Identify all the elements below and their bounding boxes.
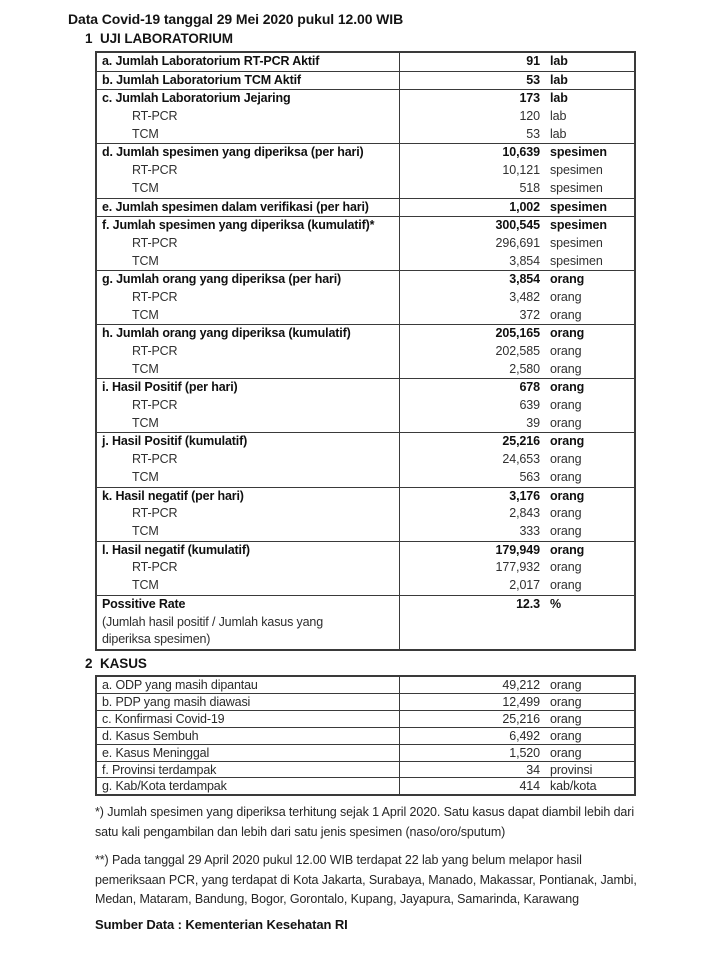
- row-label: [97, 90, 400, 108]
- row-value-unit: spesimen: [550, 145, 607, 160]
- row-label: [97, 542, 400, 560]
- row-label-text: RT-PCR: [132, 109, 178, 124]
- table-row: [97, 710, 634, 727]
- row-value-number: 34: [526, 762, 540, 777]
- section-kasus-heading: [85, 656, 712, 672]
- row-value: [400, 72, 634, 90]
- lab-table-group: [97, 541, 634, 595]
- row-value-number: 1,002: [509, 199, 540, 214]
- row-label-text: e. Kasus Meninggal: [102, 745, 210, 760]
- row-label: [97, 559, 400, 577]
- row-value-number: 563: [519, 469, 540, 484]
- row-label-text: d. Kasus Sembuh: [102, 729, 199, 744]
- row-value-unit: orang: [550, 272, 585, 287]
- row-value-unit: %: [550, 596, 562, 611]
- row-value-unit: orang: [550, 523, 582, 538]
- row-label-text: RT-PCR: [132, 235, 178, 250]
- row-label: [97, 271, 400, 289]
- row-value-unit: orang: [550, 361, 582, 376]
- row-value: [400, 90, 634, 108]
- row-value-number: 639: [519, 398, 540, 413]
- row-value-number: 2,017: [509, 577, 540, 592]
- table-row: [97, 777, 634, 794]
- row-label-text: c. Jumlah Laboratorium Jejaring: [102, 91, 291, 106]
- table-row: [97, 727, 634, 744]
- row-value-number: 39: [526, 415, 540, 430]
- row-label: [97, 397, 400, 415]
- row-label-text: k. Hasil negatif (per hari): [102, 488, 244, 503]
- table-row: [97, 271, 634, 289]
- row-label: [97, 433, 400, 451]
- row-value-unit: orang: [550, 577, 582, 592]
- row-label: [97, 126, 400, 144]
- row-value: [400, 361, 634, 379]
- row-label: [97, 379, 400, 397]
- lab-table-group: [97, 53, 634, 71]
- row-value: [400, 694, 634, 710]
- row-value-unit: orang: [550, 729, 582, 744]
- row-label-text: RT-PCR: [132, 163, 178, 178]
- row-value-number: 91: [526, 54, 540, 68]
- row-value-unit: orang: [550, 506, 582, 521]
- row-label: [97, 72, 400, 90]
- row-label-text: RT-PCR: [132, 452, 178, 467]
- row-value: [400, 217, 634, 235]
- row-value: [400, 559, 634, 577]
- table-row: [97, 379, 634, 397]
- row-label: [97, 253, 400, 271]
- lab-table-group: [97, 216, 634, 270]
- table-row: [97, 505, 634, 523]
- row-value: [400, 379, 634, 397]
- row-label: [97, 289, 400, 307]
- row-value-unit: orang: [550, 380, 585, 395]
- lab-table-group: [97, 324, 634, 378]
- row-label-text: g. Jumlah orang yang diperiksa (per hari): [102, 272, 342, 287]
- row-value-number: 10,121: [502, 163, 540, 178]
- row-value-unit: kab/kota: [550, 779, 597, 794]
- row-value-number: 24,653: [502, 452, 540, 467]
- row-value: [400, 235, 634, 253]
- row-label-text: f. Jumlah spesimen yang diperiksa (kumulatif)*: [102, 218, 375, 233]
- lab-table-group: [97, 89, 634, 143]
- row-label: [97, 415, 400, 433]
- row-label: [97, 162, 400, 180]
- row-label: [97, 677, 400, 694]
- lab-table-group: [97, 71, 634, 90]
- row-value-unit: spesimen: [550, 163, 603, 178]
- table-row: [97, 397, 634, 415]
- row-value-unit: lab: [550, 72, 568, 87]
- row-label-text: Possitive Rate: [102, 596, 186, 611]
- row-label-text: i. Hasil Positif (per hari): [102, 380, 238, 395]
- row-value: [400, 53, 634, 71]
- row-label-text: h. Jumlah orang yang diperiksa (kumulatif): [102, 326, 351, 341]
- row-value-number: 3,482: [509, 289, 540, 304]
- table-row: [97, 433, 634, 451]
- row-value: [400, 451, 634, 469]
- row-value: [400, 711, 634, 727]
- table-row: [97, 677, 634, 694]
- row-label-text: RT-PCR: [132, 560, 178, 575]
- kasus-table: [95, 675, 636, 797]
- row-value-number: 205,165: [495, 326, 540, 341]
- row-label: [97, 217, 400, 235]
- lab-table-group: [97, 270, 634, 324]
- table-row: [97, 53, 634, 71]
- row-label-text: TCM: [132, 469, 159, 484]
- row-value-number: 678: [519, 380, 540, 395]
- row-value-unit: orang: [550, 488, 585, 503]
- row-label: [97, 451, 400, 469]
- table-row: [97, 693, 634, 710]
- row-value-number: 10,639: [502, 145, 540, 160]
- row-label-text: TCM: [132, 523, 159, 538]
- row-value: [400, 325, 634, 343]
- row-value: [400, 199, 634, 217]
- table-row: [97, 469, 634, 487]
- row-label-text: TCM: [132, 253, 159, 268]
- row-label: [97, 144, 400, 162]
- row-value: [400, 542, 634, 560]
- row-label-text: f. Provinsi terdampak: [102, 762, 217, 777]
- row-label-text: RT-PCR: [132, 344, 178, 358]
- row-value-number: 25,216: [502, 434, 540, 449]
- row-label-text: g. Kab/Kota terdampak: [102, 779, 227, 794]
- table-row: [97, 90, 634, 108]
- table-row: [97, 325, 634, 343]
- row-value: [400, 433, 634, 451]
- table-row: [97, 761, 634, 778]
- row-label-text: TCM: [132, 307, 159, 322]
- table-row: [97, 343, 634, 361]
- row-value: [400, 271, 634, 289]
- row-value: [400, 126, 634, 144]
- table-row: [97, 72, 634, 90]
- table-row: [97, 235, 634, 253]
- row-value-unit: spesimen: [550, 218, 607, 233]
- row-label: [97, 108, 400, 126]
- row-label-text: RT-PCR: [132, 289, 178, 304]
- table-row: [97, 199, 634, 217]
- table-row: [97, 108, 634, 126]
- row-value: [400, 745, 634, 761]
- row-value: [400, 397, 634, 415]
- row-value-unit: lab: [550, 126, 567, 141]
- row-label-text: TCM: [132, 577, 159, 592]
- row-label-text: b. Jumlah Laboratorium TCM Aktif: [102, 72, 301, 87]
- row-value-unit: orang: [550, 745, 582, 760]
- section-lab-heading: [85, 31, 712, 47]
- row-label-text: RT-PCR: [132, 506, 178, 521]
- lab-table-group: [97, 432, 634, 486]
- table-row: [97, 451, 634, 469]
- row-value-number: 53: [526, 126, 540, 141]
- lab-table-group: [97, 487, 634, 541]
- row-value: [400, 762, 634, 778]
- row-label: [97, 469, 400, 487]
- row-label: [97, 53, 400, 71]
- row-value: [400, 180, 634, 198]
- row-value: [400, 505, 634, 523]
- row-value-number: 179,949: [495, 542, 540, 557]
- section-lab-number: 1: [85, 31, 93, 46]
- row-value: [400, 469, 634, 487]
- table-row: [97, 307, 634, 325]
- table-row: [97, 253, 634, 271]
- row-value-unit: spesimen: [550, 235, 603, 250]
- row-label: [97, 778, 400, 794]
- row-value: [400, 289, 634, 307]
- row-value-number: 12.3: [516, 596, 540, 611]
- row-label: [97, 523, 400, 541]
- row-value-unit: spesimen: [550, 180, 603, 195]
- row-label: [97, 577, 400, 595]
- lab-table-group: [97, 378, 634, 432]
- row-label-text: c. Konfirmasi Covid-19: [102, 712, 225, 727]
- row-value-unit: orang: [550, 307, 582, 322]
- row-value-unit: orang: [550, 542, 585, 557]
- table-row: [97, 559, 634, 577]
- row-value: [400, 488, 634, 506]
- row-value-unit: orang: [550, 344, 582, 358]
- row-label-text: a. Jumlah Laboratorium RT-PCR Aktif: [102, 54, 320, 68]
- row-value-unit: orang: [550, 712, 582, 727]
- row-label: [97, 762, 400, 778]
- row-label: [97, 711, 400, 727]
- table-row: [97, 415, 634, 433]
- row-value-number: 3,854: [509, 253, 540, 268]
- footnote-2: **) Pada tanggal 29 April 2020 pukul 12.00 WIB terdapat 22 lab yang belum melapor hasil pemeriksaan PCR, yang terdapat di Kota Jakarta, Surabaya, Manado, Makassar, Pontianak, Jambi, Medan, Mataram, Bandung, Bogor, Gorontalo, Kupang, Jayapura, Samarinda, Karawang: [95, 853, 637, 907]
- section-kasus-number: 2: [85, 655, 93, 671]
- row-value: [400, 108, 634, 126]
- row-value: [400, 144, 634, 162]
- footnote-1: *) Jumlah spesimen yang diperiksa terhitung sejak 1 April 2020. Satu kasus dapat diambil lebih dari satu kali pengambilan dan lebih dari satu jenis spesimen (naso/oro/sputum): [95, 805, 635, 839]
- row-value-number: 173: [519, 91, 540, 106]
- table-row: [97, 126, 634, 144]
- row-value-unit: orang: [550, 415, 582, 430]
- row-value-number: 414: [519, 779, 540, 794]
- row-value: [400, 162, 634, 180]
- row-label: [97, 505, 400, 523]
- row-value-number: 53: [526, 72, 540, 87]
- source-line: Sumber Data : Kementerian Kesehatan RI: [95, 916, 348, 932]
- row-value: [400, 778, 634, 794]
- row-label: [97, 343, 400, 361]
- row-label: [97, 488, 400, 506]
- row-value-number: 372: [519, 307, 540, 322]
- row-label: [97, 361, 400, 379]
- row-label-text: TCM: [132, 415, 159, 430]
- row-value-unit: orang: [550, 677, 582, 692]
- row-value-number: 3,176: [509, 488, 540, 503]
- row-value: [400, 677, 634, 694]
- row-value-unit: orang: [550, 469, 582, 484]
- row-value-number: 202,585: [495, 344, 540, 358]
- row-value-number: 1,520: [509, 745, 540, 760]
- row-label: [97, 325, 400, 343]
- table-row: [97, 744, 634, 761]
- row-value-unit: orang: [550, 289, 582, 304]
- row-value-number: 177,932: [495, 560, 540, 575]
- table-row: [97, 361, 634, 379]
- row-value-unit: spesimen: [550, 199, 607, 214]
- row-value-unit: orang: [550, 695, 582, 710]
- table-row: [97, 217, 634, 235]
- row-value: [400, 343, 634, 361]
- row-label-text: TCM: [132, 361, 159, 376]
- table-row: [97, 180, 634, 198]
- row-label: [97, 694, 400, 710]
- row-label-text: e. Jumlah spesimen dalam verifikasi (per hari): [102, 199, 369, 214]
- row-value-unit: spesimen: [550, 253, 603, 268]
- row-value-unit: provinsi: [550, 762, 593, 777]
- row-value-unit: orang: [550, 326, 585, 341]
- row-label: [97, 596, 400, 649]
- row-value: [400, 307, 634, 325]
- lab-table-group: [97, 143, 634, 197]
- row-value-number: 300,545: [495, 218, 540, 233]
- row-value-number: 3,854: [509, 272, 540, 287]
- row-label-text: b. PDP yang masih diawasi: [102, 695, 251, 710]
- row-value-unit: lab: [550, 109, 567, 124]
- row-value-number: 333: [519, 523, 540, 538]
- rate-note: (Jumlah hasil positif / Jumlah kasus yang diperiksa spesimen): [102, 614, 324, 647]
- row-value-unit: orang: [550, 560, 582, 575]
- row-value-number: 518: [519, 180, 540, 195]
- row-value: [400, 523, 634, 541]
- lab-table: [95, 51, 636, 651]
- lab-table-group: [97, 595, 634, 649]
- row-label-text: l. Hasil negatif (kumulatif): [102, 542, 250, 557]
- table-row: [97, 523, 634, 541]
- row-label-text: TCM: [132, 126, 159, 141]
- row-value: [400, 728, 634, 744]
- row-label-text: TCM: [132, 180, 159, 195]
- row-label: [97, 745, 400, 761]
- row-value-number: 2,843: [509, 506, 540, 521]
- row-value-unit: lab: [550, 91, 568, 106]
- row-value-unit: orang: [550, 398, 582, 413]
- table-row: [97, 488, 634, 506]
- row-value-number: 296,691: [495, 235, 540, 250]
- row-label-text: a. ODP yang masih dipantau: [102, 677, 258, 692]
- row-label: [97, 199, 400, 217]
- row-value: [400, 253, 634, 271]
- row-value: [400, 577, 634, 595]
- row-value-number: 120: [519, 109, 540, 124]
- table-row: [97, 542, 634, 560]
- row-value: [400, 415, 634, 433]
- row-value-number: 12,499: [502, 695, 540, 710]
- section-lab-label: UJI LABORATORIUM: [100, 31, 233, 46]
- row-value-number: 6,492: [509, 729, 540, 744]
- row-value-number: 25,216: [502, 712, 540, 727]
- row-value-unit: orang: [550, 434, 585, 449]
- table-row: [97, 596, 634, 649]
- row-value-number: 49,212: [502, 677, 540, 692]
- row-label: [97, 728, 400, 744]
- row-value-unit: orang: [550, 452, 582, 467]
- row-value-unit: lab: [550, 54, 568, 68]
- row-label: [97, 180, 400, 198]
- page-title: Data Covid-19 tanggal 29 Mei 2020 pukul 12.00 WIB: [68, 11, 404, 27]
- lab-table-group: [97, 198, 634, 217]
- row-value: [400, 596, 634, 649]
- row-value-number: 2,580: [509, 361, 540, 376]
- row-label: [97, 235, 400, 253]
- row-label-text: RT-PCR: [132, 398, 178, 413]
- row-label-text: d. Jumlah spesimen yang diperiksa (per hari): [102, 145, 364, 160]
- section-kasus-label: KASUS: [100, 655, 147, 671]
- row-label: [97, 307, 400, 325]
- table-row: [97, 144, 634, 162]
- table-row: [97, 162, 634, 180]
- table-row: [97, 577, 634, 595]
- row-label-text: j. Hasil Positif (kumulatif): [102, 434, 248, 449]
- table-row: [97, 289, 634, 307]
